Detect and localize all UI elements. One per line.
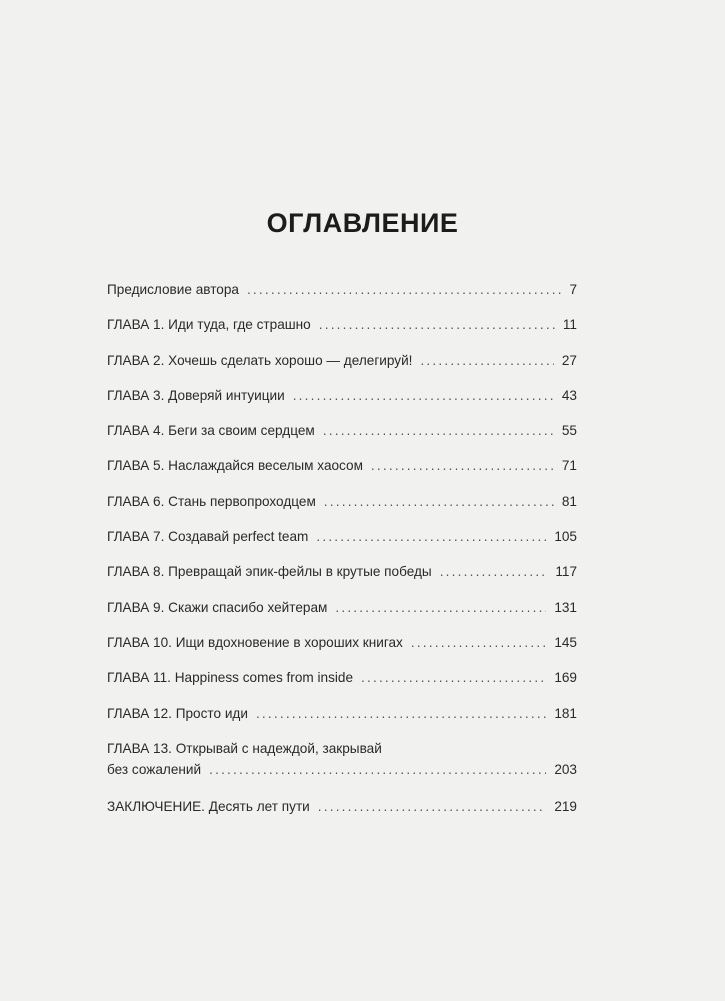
toc-entry-label: ГЛАВА 5. Наслаждайся веселым хаосом	[107, 458, 363, 474]
toc-entry-label: ГЛАВА 4. Беги за своим сердцем	[107, 423, 315, 439]
toc-entry-page: 11	[562, 317, 577, 333]
toc-entry[interactable]	[107, 458, 577, 493]
toc-entry[interactable]	[107, 388, 577, 423]
toc-entry[interactable]	[107, 600, 577, 635]
toc-entry-label: ГЛАВА 6. Стань первопроходцем	[107, 493, 316, 509]
dot-leader	[411, 635, 546, 650]
toc-entry-label: ГЛАВА 9. Скажи спасибо хейтерам	[107, 599, 328, 615]
toc-entry-label: ГЛАВА 11. Happiness comes from inside	[107, 670, 354, 686]
toc-entry[interactable]	[107, 353, 577, 388]
toc-entry[interactable]	[107, 799, 577, 834]
toc-entry[interactable]	[107, 706, 577, 741]
toc-entry-page: 71	[561, 458, 577, 474]
toc-entry[interactable]	[107, 317, 577, 352]
toc-entry[interactable]	[107, 529, 577, 564]
dot-leader	[440, 564, 548, 579]
toc-entry[interactable]	[107, 282, 577, 317]
dot-leader	[324, 494, 554, 509]
toc-entry-label: ГЛАВА 12. Просто иди	[107, 705, 248, 721]
dot-leader	[361, 670, 546, 685]
toc-entry-page: 81	[561, 493, 577, 509]
toc-entry[interactable]	[107, 564, 577, 599]
table-of-contents	[107, 282, 577, 834]
toc-entry[interactable]	[107, 423, 577, 458]
toc-entry-page: 169	[554, 670, 577, 686]
dot-leader	[293, 388, 554, 403]
dot-leader	[247, 282, 561, 297]
page-title: ОГЛАВЛЕНИЕ	[266, 208, 459, 238]
toc-entry-label: ГЛАВА 2. Хочешь сделать хорошо — делегируй!	[107, 352, 413, 368]
toc-entry-page: 181	[554, 705, 577, 721]
toc-entry-label: ГЛАВА 3. Доверяй интуиции	[107, 387, 285, 403]
dot-leader	[420, 353, 553, 368]
toc-entry-label: ГЛАВА 7. Создавай perfect team	[107, 529, 309, 545]
dot-leader	[256, 706, 546, 721]
toc-entry-label: Предисловие автора	[107, 282, 239, 297]
dot-leader	[319, 317, 555, 332]
toc-entry-page: 219	[554, 798, 577, 814]
toc-entry-page: 203	[554, 761, 577, 777]
toc-entry-page: 43	[561, 387, 577, 403]
dot-leader	[323, 423, 554, 438]
toc-entry-page: 55	[561, 423, 577, 439]
toc-entry-page: 105	[554, 529, 577, 545]
toc-entry-page: 7	[569, 282, 577, 297]
toc-entry-page: 117	[555, 564, 577, 580]
dot-leader	[335, 600, 546, 615]
dot-leader	[318, 799, 547, 814]
dot-leader	[371, 458, 554, 473]
toc-entry[interactable]	[107, 670, 577, 705]
toc-entry[interactable]	[107, 741, 577, 799]
dot-leader	[316, 529, 546, 544]
toc-entry[interactable]	[107, 635, 577, 670]
toc-entry-label: ГЛАВА 1. Иди туда, где страшно	[107, 317, 311, 333]
toc-entry-page: 145	[554, 634, 577, 650]
toc-entry-label: ГЛАВА 13. Открывай с надеждой, закрывай	[107, 740, 382, 756]
toc-entry-label: ГЛАВА 10. Ищи вдохновение в хороших книгах	[107, 634, 403, 650]
dot-leader	[209, 762, 546, 777]
toc-entry-page: 27	[561, 352, 577, 368]
toc-entry-label-continued: без сожалений	[107, 761, 202, 777]
toc-entry[interactable]	[107, 494, 577, 529]
toc-entry-label: ЗАКЛЮЧЕНИЕ. Десять лет пути	[107, 798, 310, 814]
toc-entry-page: 131	[554, 599, 577, 615]
toc-entry-label: ГЛАВА 8. Превращай эпик-фейлы в крутые победы	[107, 564, 432, 580]
